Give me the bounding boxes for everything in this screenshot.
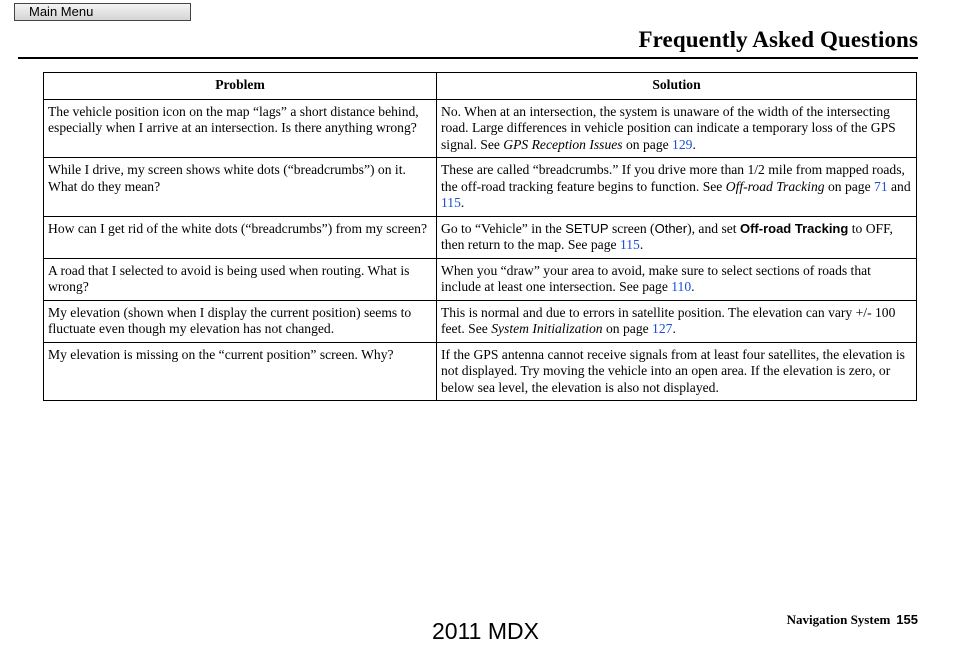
problem-cell: My elevation is missing on the “current position” screen. Why?: [44, 342, 437, 401]
table-row: [44, 258, 917, 300]
other-label: Other: [654, 220, 688, 236]
solution-text: .: [672, 321, 676, 336]
problem-cell: My elevation (shown when I display the current position) seems to fluctuate even though my elevation has not changed.: [44, 300, 437, 342]
problem-cell: How can I get rid of the white dots (“breadcrumbs”) from my screen?: [44, 216, 437, 258]
page-link[interactable]: 129: [672, 136, 693, 152]
solution-cell: [437, 99, 917, 158]
solution-cell: [437, 158, 917, 217]
column-header-solution: Solution: [437, 73, 917, 100]
problem-cell: The vehicle position icon on the map “lags” a short distance behind, especially when I arrive at an intersection. Is there anything wrong?: [44, 99, 437, 158]
page-link[interactable]: 127: [652, 321, 673, 336]
table-row: [44, 300, 917, 342]
page-link[interactable]: 110: [671, 279, 692, 294]
solution-text: Go to “Vehicle” in the: [441, 220, 566, 236]
solution-text: No. When at an intersection, the system is unaware of the width of the intersecting road. Large differences in vehicle position can indicate a temporary loss of the GPS signal. See: [441, 103, 896, 152]
problem-cell: A road that I selected to avoid is being used when routing. What is wrong?: [44, 258, 437, 300]
solution-text: ), and set: [687, 220, 740, 236]
solution-text: to OFF, then return to the map. See page: [441, 220, 893, 252]
setup-label: SETUP: [565, 220, 609, 236]
solution-text: .: [692, 136, 696, 152]
solution-text: .: [691, 279, 695, 294]
problem-cell: While I drive, my screen shows white dots (“breadcrumbs”) on it. What do they mean?: [44, 158, 437, 217]
solution-text: screen (: [608, 220, 655, 236]
offroad-tracking-label: Off-road Tracking: [739, 220, 849, 236]
cross-reference: GPS Reception Issues: [503, 136, 623, 152]
solution-text: These are called “breadcrumbs.” If you drive more than 1/2 mile from mapped roads, the off-road tracking feature begins to function. See: [441, 162, 905, 194]
solution-text: When you “draw” your area to avoid, make sure to select sections of roads that include at least one intersection. See page: [441, 262, 871, 294]
solution-cell: [437, 216, 917, 258]
page-title: Frequently Asked Questions: [638, 27, 918, 52]
page-number: 155: [896, 612, 918, 627]
table-row: [44, 342, 917, 401]
solution-cell: [437, 300, 917, 342]
table-row: [44, 216, 917, 258]
table-row: [44, 99, 917, 158]
solution-text: and: [887, 178, 911, 194]
table-row: [44, 158, 917, 217]
footer-section: [787, 612, 918, 628]
solution-text: .: [460, 195, 465, 210]
solution-cell: [437, 258, 917, 300]
solution-text: on page: [824, 178, 875, 194]
page-link[interactable]: 115: [441, 195, 461, 210]
solution-text: on page: [622, 136, 673, 152]
main-menu-button[interactable]: Main Menu: [14, 3, 191, 21]
solution-text: on page: [602, 321, 653, 336]
footer-model: 2011 MDX: [432, 618, 539, 644]
solution-text: This is normal and due to errors in satellite position. The elevation can vary +/- 100 feet. See: [441, 304, 896, 336]
title-divider: [18, 57, 918, 59]
cross-reference: System Initialization: [491, 321, 603, 336]
page-link[interactable]: 71: [874, 178, 888, 194]
solution-cell: If the GPS antenna cannot receive signals from at least four satellites, the elevation is not displayed. Try moving the vehicle into an open area. If the elevation is zero, or below sea level, the elevation is also not displayed.: [437, 342, 917, 401]
solution-text: .: [639, 237, 644, 252]
section-name: Navigation System: [786, 612, 891, 627]
table-header-row: [44, 73, 917, 100]
page-link[interactable]: 115: [619, 237, 640, 252]
cross-reference: Off-road Tracking: [725, 178, 825, 194]
faq-table: [43, 72, 917, 401]
column-header-problem: Problem: [44, 73, 437, 100]
